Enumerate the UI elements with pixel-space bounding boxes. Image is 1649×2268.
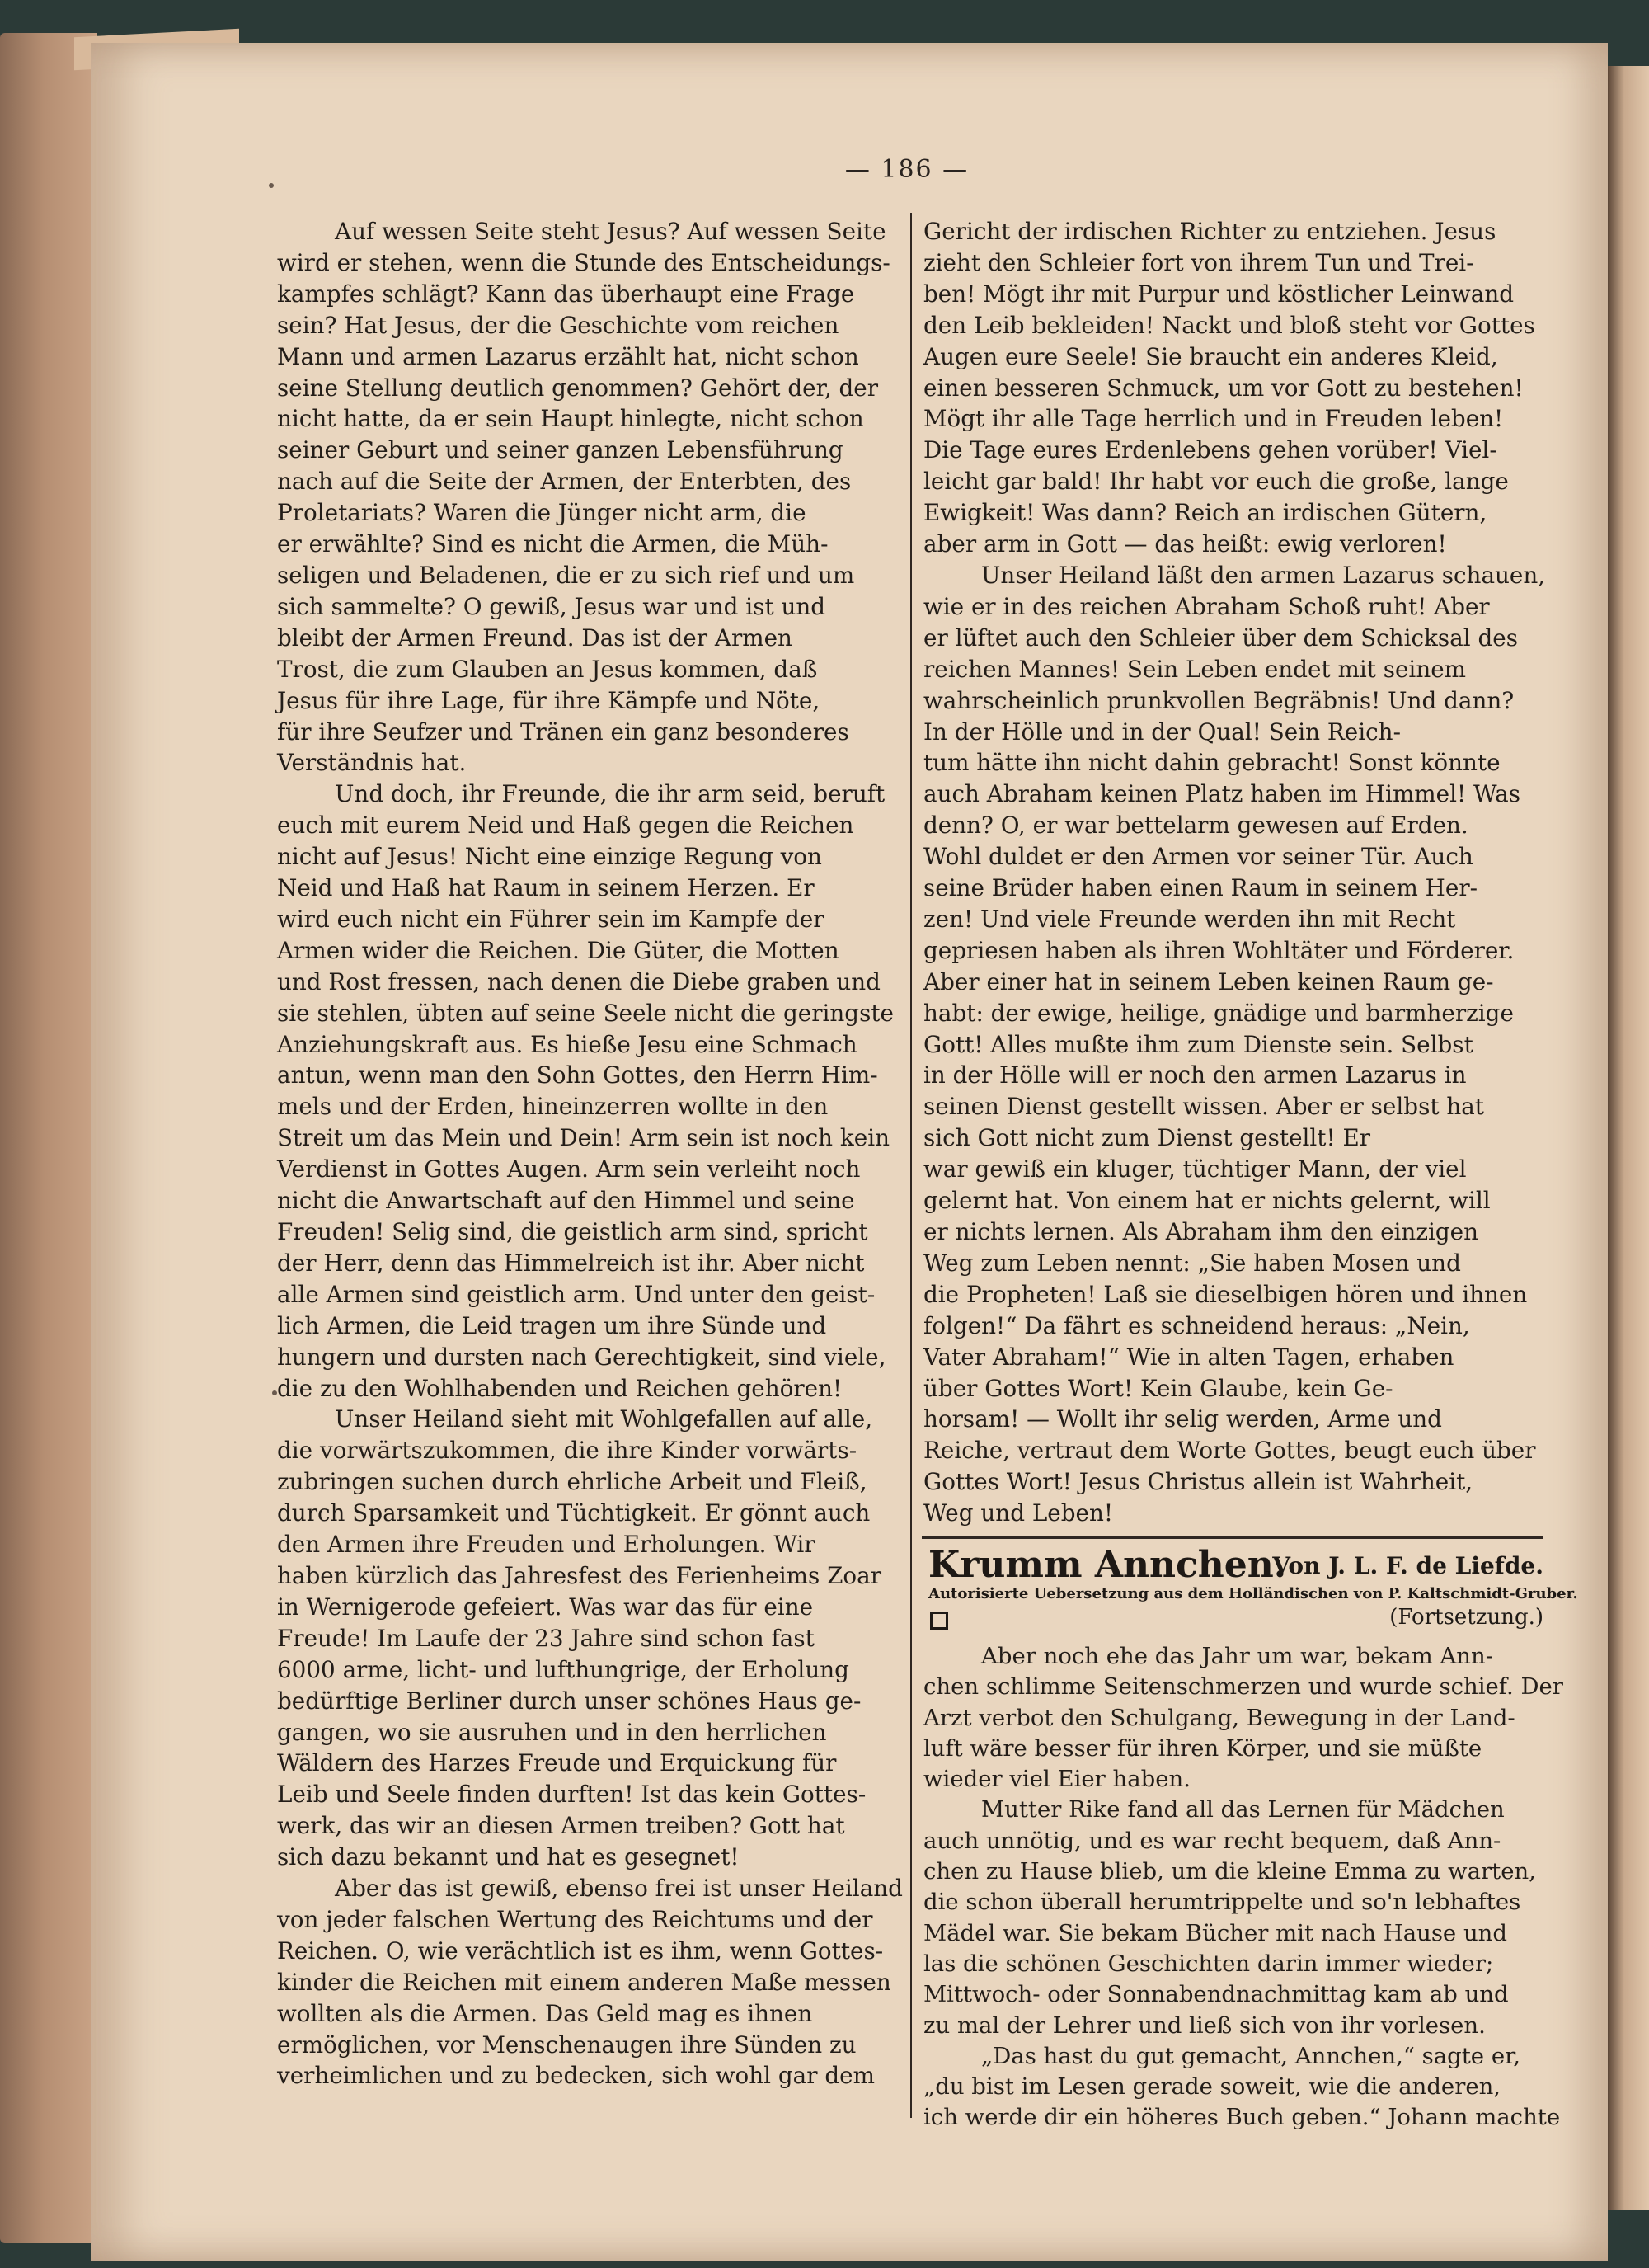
text-line: durch Sparsamkeit und Tüchtigkeit. Er gönnt auch	[277, 1499, 871, 1527]
text-line: den Armen ihre Freuden und Erholungen. Wir	[277, 1531, 815, 1559]
square-ornament-icon	[930, 1612, 948, 1630]
story-translation-credit: Autorisierte Uebersetzung aus dem Holländischen von P. Kaltschmidt-Gruber.	[928, 1585, 1578, 1602]
text-line: er nichts lernen. Als Abraham ihm den einzigen	[923, 1218, 1479, 1245]
text-line: Mögt ihr alle Tage herrlich und in Freuden leben!	[923, 405, 1504, 433]
text-line: 6000 arme, licht- und lufthungrige, der Erholung	[277, 1655, 849, 1683]
text-line: bleibt der Armen Freund. Das ist der Armen	[277, 623, 792, 652]
text-line: In der Hölle und in der Qual! Sein Reich-	[923, 718, 1401, 746]
text-line: seiner Geburt und seiner ganzen Lebensführung	[277, 436, 843, 464]
text-line: mels und der Erden, hineinzerren wollte in den	[277, 1093, 829, 1121]
page-number: — 186 —	[844, 155, 970, 184]
text-line: „Das hast du gut gemacht, Annchen,“ sagte er,	[981, 2042, 1520, 2069]
text-line: Augen eure Seele! Sie braucht ein anderes Kleid,	[923, 342, 1498, 370]
text-line: nach auf die Seite der Armen, der Enterbten, des	[277, 468, 852, 496]
text-line: von jeder falschen Wertung des Reichtums und der	[277, 1905, 873, 1933]
left-column	[277, 216, 904, 2092]
text-line: Armen wider die Reichen. Die Güter, die Motten	[277, 936, 839, 964]
text-line: zen! Und viele Freunde werden ihn mit Recht	[923, 905, 1456, 933]
text-line: für ihre Seufzer und Tränen ein ganz besonderes	[277, 718, 849, 746]
column-divider	[910, 213, 912, 2118]
text-line: Jesus für ihre Lage, für ihre Kämpfe und Nöte,	[277, 686, 820, 714]
text-line: Arzt verbot den Schulgang, Bewegung in der Land-	[923, 1704, 1515, 1731]
text-line: luft wäre besser für ihren Körper, und sie müßte	[923, 1734, 1482, 1762]
text-line: wieder viel Eier haben.	[923, 1766, 1191, 1793]
text-line: Vater Abraham!“ Wie in alten Tagen, erhaben	[923, 1343, 1454, 1371]
text-line: auch Abraham keinen Platz haben im Himmel! Was	[923, 780, 1520, 808]
text-line: wie er in des reichen Abraham Schoß ruht! Aber	[923, 592, 1490, 620]
text-line: euch mit eurem Neid und Haß gegen die Reichen	[277, 812, 854, 840]
text-line: Die Tage eures Erdenlebens gehen vorüber! Viel-	[923, 436, 1497, 464]
text-line: wird euch nicht ein Führer sein im Kampfe der	[277, 905, 824, 933]
text-line: habt: der ewige, heilige, gnädige und barmherzige	[923, 999, 1514, 1027]
text-line: folgen!“ Da fährt es schneidend heraus: „Nein,	[923, 1311, 1470, 1339]
text-line: und Rost fressen, nach denen die Diebe graben und	[277, 967, 881, 995]
text-line: Mann und armen Lazarus erzählt hat, nicht schon	[277, 342, 859, 370]
text-line: Gott! Alles mußte ihm zum Dienste sein. Selbst	[923, 1030, 1473, 1058]
text-line: die Propheten! Laß sie dieselbigen hören und ihnen	[923, 1280, 1528, 1308]
text-line: Neid und Haß hat Raum in seinem Herzen. Er	[277, 874, 815, 902]
text-line: Streit um das Mein und Dein! Arm sein ist noch kein	[277, 1124, 890, 1152]
text-line: Weg zum Leben nennt: „Sie haben Mosen und	[923, 1249, 1461, 1277]
text-line: Aber noch ehe das Jahr um war, bekam Ann-	[981, 1643, 1494, 1669]
text-line: Wohl duldet er den Armen vor seiner Tür. Auch	[923, 843, 1473, 871]
text-line: denn? O, er war bettelarm gewesen auf Erden.	[923, 812, 1468, 840]
text-line: Leib und Seele finden durften! Ist das kein Gottes-	[277, 1781, 867, 1809]
text-line: Unser Heiland läßt den armen Lazarus schauen,	[981, 561, 1546, 589]
text-line: werk, das wir an diesen Armen treiben? Gott hat	[277, 1812, 845, 1840]
text-line: sich Gott nicht zum Dienst gestellt! Er	[923, 1124, 1371, 1152]
text-line: Verdienst in Gottes Augen. Arm sein verleiht noch	[277, 1155, 861, 1183]
text-line: seine Brüder haben einen Raum in seinem Her-	[923, 874, 1478, 902]
text-line: verheimlichen und zu bedecken, sich wohl gar dem	[277, 2062, 875, 2090]
text-line: seinen Dienst gestellt wissen. Aber er selbst hat	[923, 1093, 1484, 1121]
text-line: Auf wessen Seite steht Jesus? Auf wessen Seite	[335, 218, 886, 245]
text-line: Aber das ist gewiß, ebenso frei ist unser Heiland	[335, 1875, 903, 1903]
text-line: Wäldern des Harzes Freude und Erquickung für	[277, 1749, 837, 1777]
text-line: zu mal der Lehrer und ließ sich von ihr vorlesen.	[923, 2012, 1486, 2039]
text-line: aber arm in Gott — das heißt: ewig verloren!	[923, 530, 1447, 558]
story-title: Krumm Annchen.	[928, 1544, 1287, 1586]
text-line: wird er stehen, wenn die Stunde des Entscheidungs-	[277, 248, 890, 276]
text-line: zubringen suchen durch ehrliche Arbeit und Fleiß,	[277, 1468, 867, 1496]
text-line: hungern und dursten nach Gerechtigkeit, sind viele,	[277, 1343, 886, 1371]
text-line: haben kürzlich das Jahresfest des Ferienheims Zoar	[277, 1561, 882, 1589]
text-line: „du bist im Lesen gerade soweit, wie die anderen,	[923, 2073, 1501, 2101]
text-line: gelernt hat. Von einem hat er nichts gelernt, will	[923, 1187, 1491, 1215]
text-line: las die schönen Geschichten darin immer wieder;	[923, 1950, 1494, 1977]
right-column-text	[923, 216, 1546, 1529]
text-line: Verständnis hat.	[277, 749, 467, 777]
text-line: sich sammelte? O gewiß, Jesus war und ist und	[277, 592, 826, 620]
page-speck	[269, 183, 274, 188]
text-line: kinder die Reichen mit einem anderen Maße messen	[277, 1968, 891, 1996]
text-line: ben! Mögt ihr mit Purpur und köstlicher Leinwand	[923, 280, 1515, 308]
text-line: Reiche, vertraut dem Worte Gottes, beugt euch über	[923, 1437, 1536, 1465]
text-line: über Gottes Wort! Kein Glaube, kein Ge-	[923, 1374, 1393, 1402]
text-line: Unser Heiland sieht mit Wohlgefallen auf alle,	[335, 1405, 873, 1433]
text-line: wollten als die Armen. Das Geld mag es ihnen	[277, 1999, 813, 2027]
text-line: ich werde dir ein höheres Buch geben.“ Johann machte	[923, 2104, 1561, 2131]
text-line: Freuden! Selig sind, die geistlich arm sind, spricht	[277, 1218, 868, 1245]
text-line: gangen, wo sie ausruhen und in den herrlichen	[277, 1718, 827, 1746]
text-line: die vorwärtszukommen, die ihre Kinder vorwärts-	[277, 1437, 857, 1465]
text-line: nicht auf Jesus! Nicht eine einzige Regung von	[277, 843, 822, 871]
text-line: Ewigkeit! Was dann? Reich an irdischen Gütern,	[923, 499, 1487, 527]
text-line: auch unnötig, und es war recht bequem, daß Ann-	[923, 1827, 1501, 1854]
text-line: den Leib bekleiden! Nackt und bloß steht vor Gottes	[923, 311, 1535, 339]
text-line: er lüftet auch den Schleier über dem Schicksal des	[923, 623, 1518, 652]
text-line: Proletariats? Waren die Jünger nicht arm, die	[277, 499, 806, 527]
text-line: wahrscheinlich prunkvollen Begräbnis! Und dann?	[923, 686, 1515, 714]
text-line: horsam! — Wollt ihr selig werden, Arme und	[923, 1405, 1442, 1433]
text-line: seine Stellung deutlich genommen? Gehört der, der	[277, 374, 879, 402]
text-line: gepriesen haben als ihren Wohltäter und Förderer.	[923, 936, 1515, 964]
text-line: Anziehungskraft aus. Es hieße Jesu eine Schmach	[277, 1030, 857, 1058]
text-line: Gericht der irdischen Richter zu entziehen. Jesus	[923, 218, 1496, 245]
story-body	[923, 1641, 1563, 2134]
text-line: Mutter Rike fand all das Lernen für Mädchen	[981, 1796, 1505, 1823]
text-line: antun, wenn man den Sohn Gottes, den Herrn Him-	[277, 1061, 878, 1089]
story-author: Von J. L. F. de Liefde.	[1272, 1552, 1543, 1579]
text-line: nicht hatte, da er sein Haupt hinlegte, nicht schon	[277, 405, 864, 433]
text-line: kampfes schlägt? Kann das überhaupt eine Frage	[277, 280, 855, 308]
text-line: Aber einer hat in seinem Leben keinen Raum ge-	[923, 967, 1494, 995]
right-column	[923, 216, 1546, 1529]
text-line: seligen und Beladenen, die er zu sich rief und um	[277, 561, 855, 589]
text-line: die zu den Wohlhabenden und Reichen gehören!	[277, 1374, 843, 1402]
text-line: Weg und Leben!	[923, 1499, 1114, 1527]
book-cover-edge	[0, 33, 97, 2243]
text-line: tum hätte ihn nicht dahin gebracht! Sonst könnte	[923, 749, 1501, 777]
text-line: Gottes Wort! Jesus Christus allein ist Wahrheit,	[923, 1468, 1473, 1496]
text-line: ermöglichen, vor Menschenaugen ihre Sünden zu	[277, 2030, 857, 2059]
text-line: Trost, die zum Glauben an Jesus kommen, daß	[277, 655, 818, 683]
text-line: chen schlimme Seitenschmerzen und wurde schief. Der	[923, 1673, 1563, 1701]
next-page-edge	[1608, 66, 1649, 2210]
text-line: leicht gar bald! Ihr habt vor euch die große, lange	[923, 468, 1509, 496]
text-line: Und doch, ihr Freunde, die ihr arm seid, beruft	[335, 780, 886, 808]
text-line: lich Armen, die Leid tragen um ihre Sünde und	[277, 1311, 827, 1339]
text-line: die schon überall herumtrippelte und so'n lebhaftes	[923, 1889, 1521, 1916]
text-line: war gewiß ein kluger, tüchtiger Mann, der viel	[923, 1155, 1467, 1183]
text-line: sie stehlen, übten auf seine Seele nicht die geringste	[277, 999, 894, 1027]
story-divider	[922, 1536, 1543, 1539]
text-line: in der Hölle will er noch den armen Lazarus in	[923, 1061, 1467, 1089]
text-line: sich dazu bekannt und hat es gesegnet!	[277, 1843, 740, 1871]
text-line: bedürftige Berliner durch unser schönes Haus ge-	[277, 1687, 862, 1715]
text-line: Reichen. O, wie verächtlich ist es ihm, wenn Gottes-	[277, 1936, 884, 1965]
story-continuation-note: (Fortsetzung.)	[1389, 1605, 1543, 1630]
text-line: zieht den Schleier fort von ihrem Tun und Trei-	[923, 248, 1474, 276]
text-line: Freude! Im Laufe der 23 Jahre sind schon fast	[277, 1624, 815, 1652]
text-line: chen zu Hause blieb, um die kleine Emma zu warten,	[923, 1858, 1536, 1885]
page-speck	[272, 1390, 277, 1395]
text-line: Mittwoch- oder Sonnabendnachmittag kam ab und	[923, 1981, 1509, 2008]
text-line: reichen Mannes! Sein Leben endet mit seinem	[923, 655, 1467, 683]
text-line: einen besseren Schmuck, um vor Gott zu bestehen!	[923, 374, 1524, 402]
text-line: Mädel war. Sie bekam Bücher mit nach Hause und	[923, 1919, 1507, 1946]
text-line: in Wernigerode gefeiert. Was war das für eine	[277, 1593, 814, 1621]
text-line: alle Armen sind geistlich arm. Und unter den geist-	[277, 1280, 876, 1308]
text-line: der Herr, denn das Himmelreich ist ihr. Aber nicht	[277, 1249, 865, 1277]
text-line: er erwählte? Sind es nicht die Armen, die Müh-	[277, 530, 829, 558]
text-line: nicht die Anwartschaft auf den Himmel und seine	[277, 1187, 855, 1215]
left-column-text	[277, 216, 904, 2092]
text-line: sein? Hat Jesus, der die Geschichte vom reichen	[277, 311, 839, 339]
